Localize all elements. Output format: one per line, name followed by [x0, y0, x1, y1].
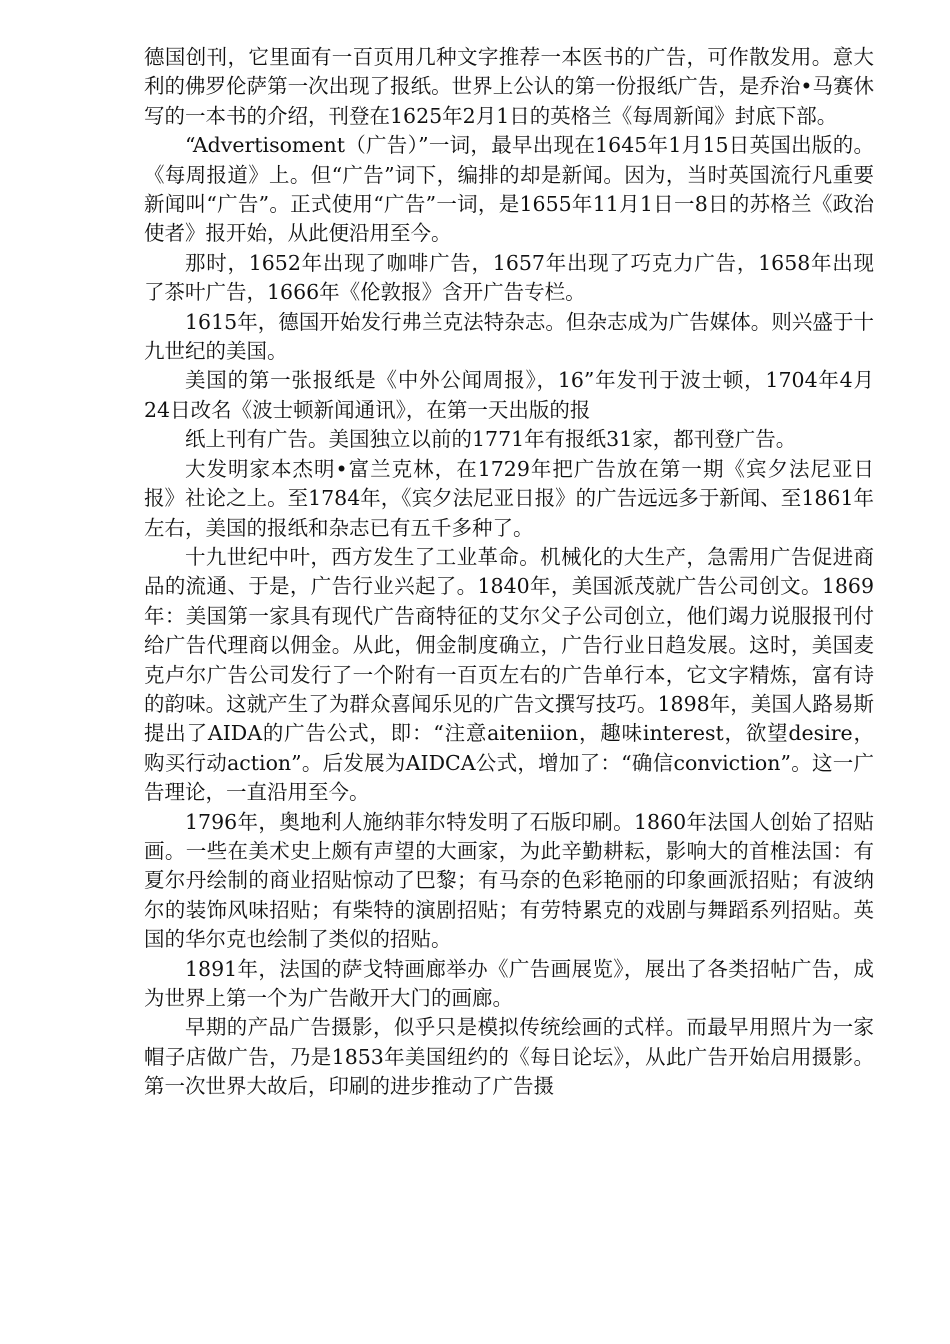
paragraph-lithography-posters: 1796年，奥地利人施纳菲尔特发明了石版印刷。1860年法国人创始了招贴画。一些在美术史上颇有声望的大画家，为此辛勤耕耘，影响大的首椎法国：有夏尔丹绘制的商业招贴惊动了巴黎；有马奈的色彩艳丽的印象画派招贴；有波纳尔的装饰风味招贴；有柴特的演剧招贴；有劳特累克的戏剧与舞蹈系列招贴。英国的华尔克也绘制了类似的招贴。: [144, 809, 874, 952]
paragraph-ad-photography: 早期的产品广告摄影，似乎只是模拟传统绘画的式样。而最早用照片为一家帽子店做广告，乃是1853年美国纽约的《每日论坛》，从此广告开始启用摄影。第一次世界大故后，印刷的进步推动了广告摄: [144, 1015, 874, 1099]
paragraph-us-newspapers-ads: 纸上刊有广告。美国独立以前的1771年有报纸31家，都刊登广告。: [185, 427, 797, 452]
paragraph-industrial-revolution: 十九世纪中叶，西方发生了工业革命。机械化的大生产，急需用广告促进商品的流通、于是，广告行业兴起了。1840年，美国派茂就广告公司创文。1869年：美国第一家具有现代广告商特征的艾尔父子公司创立，他们竭力说服报刊付给广告代理商以佣金。从此，佣金制度确立，广告行业日趋发展。这时，美国麦克卢尔广告公司发行了一个附有一百页左右的广告单行本，它文字精炼，富有诗的韵味。这就产生了为群众喜闻乐见的广告文撰写技巧。1898年，美国人路易斯提出了AIDA的广告公式，即：“注意aiteniion，趣味interest，欲望desire，购买行动action”。后发展为AIDCA公式，增加了：“确信conviction”。这一广告理论，一直沿用至今。: [144, 544, 874, 805]
paragraph-advertisement-term: “Advertisoment（广告）”一词，最早出现在1645年1月15日英国出版的。《每周报道》上。但“广告”词下，编排的却是新闻。因为，当时英国流行凡重要新闻叫“广告”。正式使用“广告”一词，是1655年11月1日一8日的苏格兰《政治使者》报开始，从此便沿用至今。: [144, 133, 874, 246]
paragraph-german-magazine: 1615年，德国开始发行弗兰克法特杂志。但杂志成为广告媒体。则兴盛于十九世纪的美国。: [144, 309, 874, 364]
paragraph-first-us-newspaper: 美国的第一张报纸是《中外公闻周报》，16”年发刊于波士顿，1704年4月24日改名《波士顿新闻通讯》，在第一天出版的报: [144, 368, 874, 422]
document-body: [144, 43, 874, 1102]
paragraph-franklin: 大发明家本杰明•富兰克林，在1729年把广告放在第一期《宾夕法尼亚日报》社论之上。至1784年，《宾夕法尼亚日报》的广告远远多于新闻、至1861年左右，美国的报纸和杂志已有五千多种了。: [144, 456, 874, 540]
paragraph-early-product-ads: 那时，1652年出现了咖啡广告，1657年出现了巧克力广告，1658年出现了茶叶广告，1666年《伦敦报》含开广告专栏。: [144, 250, 874, 305]
paragraph-continuation: 德国创刊，它里面有一百页用几种文字推荐一本医书的广告，可作散发用。意大利的佛罗伦萨第一次出现了报纸。世界上公认的第一份报纸广告，是乔治•马赛休写的一本书的介绍，刊登在1625年2月1日的英格兰《每周新闻》封底下部。: [144, 45, 874, 128]
paragraph-poster-exhibition: 1891年，法国的萨戈特画廊举办《广告画展览》，展出了各类招帖广告，成为世界上第一个为广告敞开大门的画廊。: [144, 956, 874, 1010]
